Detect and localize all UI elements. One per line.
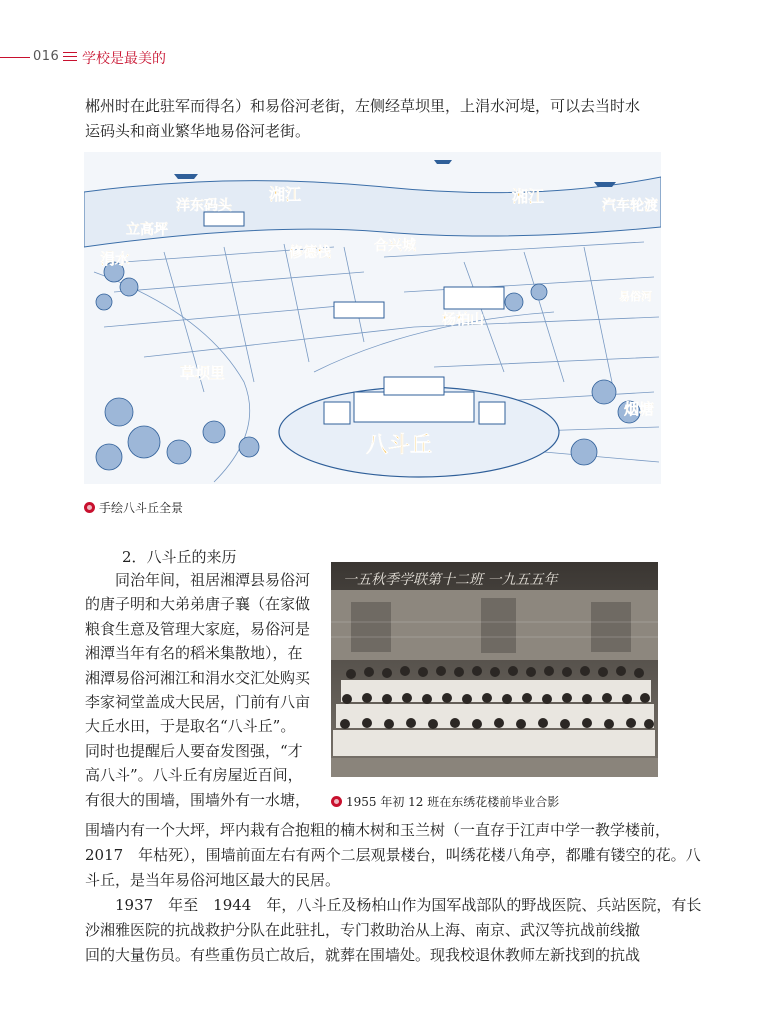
map-label: 杨柏山 bbox=[442, 312, 484, 328]
text-line: 运码头和商业繁华地易俗河老街。 bbox=[85, 122, 311, 140]
page-number: 016 bbox=[33, 49, 60, 64]
header-divider-icon bbox=[63, 52, 77, 64]
wartime-paragraph bbox=[85, 893, 702, 968]
map-label: 烟塘 bbox=[624, 400, 655, 418]
text-line: 大丘水田，于是取名“八斗丘”。 bbox=[85, 717, 296, 736]
text-line: 围墙内有一个大坪，坪内栽有合抱粗的楠木树和玉兰树（一直存于江声中学一教学楼前， bbox=[85, 821, 671, 839]
map-label: 修德栈 bbox=[289, 245, 331, 261]
section-heading: 2．八斗丘的来历 bbox=[122, 548, 237, 566]
map-label: 八斗丘 bbox=[366, 433, 433, 458]
map-label: 涓水 bbox=[100, 250, 131, 268]
photo-banner-text: 一五秋季学联第十二班 一九五五年 bbox=[343, 572, 558, 588]
text-line: 湘潭当年有名的稻米集散地），在 bbox=[85, 644, 303, 663]
hand-drawn-map bbox=[84, 152, 661, 484]
text-line: 1937 年至 1944 年，八斗丘及杨柏山作为国军战部队的野战医院、兵站医院，有长 bbox=[115, 896, 702, 914]
text-line: 2017 年枯死），围墙前面左右有两个二层观景楼台，叫绣花楼八角亭，都雕有镂空的花。八 bbox=[85, 846, 701, 864]
map-caption bbox=[84, 499, 183, 516]
text-line: 的唐子明和大弟弟唐子襄（在家做 bbox=[85, 595, 311, 614]
text-line: 斗丘，是当年易俗河地区最大的民居。 bbox=[85, 871, 341, 889]
caption-text: 1955 年初 12 班在东绣花楼前毕业合影 bbox=[346, 795, 560, 809]
text-line: 高八斗”。八斗丘有房屋近百间， bbox=[85, 766, 303, 785]
map-label: 汽车轮渡 bbox=[602, 198, 658, 214]
intro-paragraph bbox=[85, 94, 685, 144]
map-label: 合兴城 bbox=[374, 238, 416, 254]
text-line: 回的大量伤员。有些重伤员亡故后，就葬在围墙处。现我校退休教师左新找到的抗战 bbox=[85, 946, 641, 964]
caption-text: 手绘八斗丘全景 bbox=[99, 501, 184, 515]
text-line: 郴州时在此驻军而得名）和易俗河老街，左侧经草坝里，上涓水河堤，可以去当时水 bbox=[85, 97, 641, 115]
text-line: 沙湘雅医院的抗战救护分队在此驻扎，专门救助治从上海、南京、武汉等抗战前线撤 bbox=[85, 921, 641, 939]
text-line: 同治年间，祖居湘潭县易俗河 bbox=[115, 571, 311, 589]
book-title: 学校是最美的 bbox=[82, 51, 166, 67]
history-left-paragraph bbox=[85, 568, 325, 812]
map-illustration bbox=[84, 152, 661, 484]
map-label: 易俗河 bbox=[619, 290, 652, 303]
photo-illustration bbox=[331, 562, 658, 777]
text-line: 有很大的围墙，围墙外有一水塘， bbox=[85, 790, 311, 809]
history-full-paragraph bbox=[85, 818, 701, 893]
map-label: 湘江 bbox=[269, 185, 302, 204]
graduation-photo bbox=[331, 562, 658, 777]
text-line: 李家祠堂盖成大民居，门前有八亩 bbox=[85, 693, 311, 712]
map-label: 立高坪 bbox=[126, 222, 168, 238]
map-label: 湘江 bbox=[512, 187, 545, 206]
caption-bullet-icon bbox=[331, 796, 342, 807]
header-rule bbox=[0, 57, 30, 58]
text-line: 湘潭易俗河湘江和涓水交汇处购买 bbox=[85, 668, 311, 687]
text-line: 同时也提醒后人要奋发图强，“才 bbox=[85, 741, 303, 760]
map-label: 草坝里 bbox=[180, 364, 226, 382]
text-line: 粮食生意及管理大家庭，易俗河是 bbox=[85, 619, 311, 638]
caption-bullet-icon bbox=[84, 502, 95, 513]
map-label: 洋东码头 bbox=[176, 198, 232, 214]
photo-caption bbox=[331, 793, 559, 810]
